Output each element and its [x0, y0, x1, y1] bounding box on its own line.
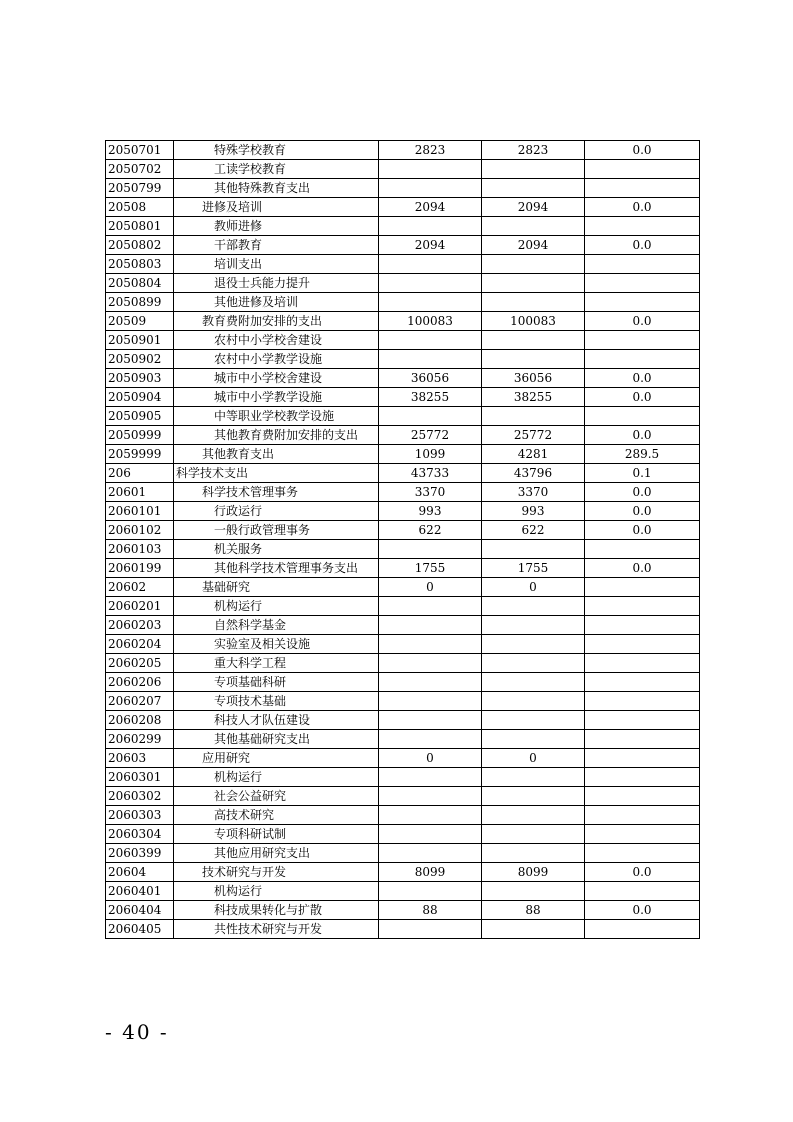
name-cell: 机关服务	[174, 540, 379, 559]
value-cell-3: 0.0	[585, 901, 700, 920]
name-cell: 其他教育费附加安排的支出	[174, 426, 379, 445]
value-cell-3	[585, 274, 700, 293]
code-cell: 2050903	[106, 369, 174, 388]
table-row	[106, 255, 700, 274]
name-cell: 技术研究与开发	[174, 863, 379, 882]
table-row	[106, 768, 700, 787]
name-cell: 干部教育	[174, 236, 379, 255]
name-cell: 应用研究	[174, 749, 379, 768]
code-cell: 2060103	[106, 540, 174, 559]
value-cell-3	[585, 407, 700, 426]
table-body	[106, 141, 700, 939]
code-cell: 2059999	[106, 445, 174, 464]
value-cell-3: 0.0	[585, 863, 700, 882]
table-row	[106, 635, 700, 654]
code-cell: 2060205	[106, 654, 174, 673]
name-cell: 一般行政管理事务	[174, 521, 379, 540]
value-cell-2: 25772	[482, 426, 585, 445]
value-cell-3	[585, 350, 700, 369]
value-cell-1	[379, 597, 482, 616]
name-cell: 机构运行	[174, 597, 379, 616]
table-row	[106, 274, 700, 293]
table-row	[106, 806, 700, 825]
name-cell: 重大科学工程	[174, 654, 379, 673]
name-cell: 其他基础研究支出	[174, 730, 379, 749]
table-row	[106, 673, 700, 692]
value-cell-1: 36056	[379, 369, 482, 388]
value-cell-1: 1755	[379, 559, 482, 578]
name-cell: 培训支出	[174, 255, 379, 274]
value-cell-3	[585, 692, 700, 711]
value-cell-3: 0.0	[585, 369, 700, 388]
table-row	[106, 901, 700, 920]
value-cell-3: 0.0	[585, 426, 700, 445]
value-cell-1: 8099	[379, 863, 482, 882]
code-cell: 2060401	[106, 882, 174, 901]
value-cell-2: 36056	[482, 369, 585, 388]
table-row	[106, 597, 700, 616]
value-cell-1	[379, 331, 482, 350]
value-cell-1: 2823	[379, 141, 482, 160]
name-cell: 机构运行	[174, 768, 379, 787]
code-cell: 2060199	[106, 559, 174, 578]
page-number: - 40 -	[105, 1020, 169, 1044]
value-cell-2	[482, 787, 585, 806]
name-cell: 进修及培训	[174, 198, 379, 217]
table-row	[106, 540, 700, 559]
code-cell: 2060303	[106, 806, 174, 825]
code-cell: 206	[106, 464, 174, 483]
value-cell-1	[379, 160, 482, 179]
value-cell-2: 0	[482, 578, 585, 597]
table-row	[106, 559, 700, 578]
value-cell-2	[482, 825, 585, 844]
code-cell: 2050905	[106, 407, 174, 426]
code-cell: 20601	[106, 483, 174, 502]
value-cell-1: 3370	[379, 483, 482, 502]
code-cell: 2060201	[106, 597, 174, 616]
value-cell-2	[482, 654, 585, 673]
table-row	[106, 920, 700, 939]
value-cell-3	[585, 825, 700, 844]
value-cell-2	[482, 806, 585, 825]
name-cell: 中等职业学校教学设施	[174, 407, 379, 426]
code-cell: 2050701	[106, 141, 174, 160]
value-cell-1	[379, 768, 482, 787]
code-cell: 20603	[106, 749, 174, 768]
name-cell: 机构运行	[174, 882, 379, 901]
value-cell-3	[585, 806, 700, 825]
value-cell-1	[379, 616, 482, 635]
value-cell-1: 43733	[379, 464, 482, 483]
name-cell: 特殊学校教育	[174, 141, 379, 160]
value-cell-3: 0.1	[585, 464, 700, 483]
value-cell-1	[379, 787, 482, 806]
value-cell-2: 0	[482, 749, 585, 768]
value-cell-3	[585, 597, 700, 616]
table-row	[106, 407, 700, 426]
code-cell: 20602	[106, 578, 174, 597]
code-cell: 2060301	[106, 768, 174, 787]
value-cell-1	[379, 635, 482, 654]
code-cell: 20509	[106, 312, 174, 331]
name-cell: 其他特殊教育支出	[174, 179, 379, 198]
value-cell-2: 2094	[482, 236, 585, 255]
value-cell-2: 100083	[482, 312, 585, 331]
name-cell: 其他应用研究支出	[174, 844, 379, 863]
table-row	[106, 198, 700, 217]
value-cell-2: 43796	[482, 464, 585, 483]
code-cell: 20508	[106, 198, 174, 217]
value-cell-1: 38255	[379, 388, 482, 407]
value-cell-3	[585, 787, 700, 806]
value-cell-1	[379, 293, 482, 312]
name-cell: 科学技术支出	[174, 464, 379, 483]
name-cell: 其他教育支出	[174, 445, 379, 464]
table-row	[106, 236, 700, 255]
value-cell-2	[482, 673, 585, 692]
value-cell-2	[482, 179, 585, 198]
value-cell-3: 289.5	[585, 445, 700, 464]
value-cell-2: 38255	[482, 388, 585, 407]
table-row	[106, 483, 700, 502]
table-row	[106, 521, 700, 540]
value-cell-1: 0	[379, 578, 482, 597]
value-cell-3	[585, 578, 700, 597]
value-cell-1: 1099	[379, 445, 482, 464]
table-row	[106, 863, 700, 882]
value-cell-2	[482, 331, 585, 350]
table-row	[106, 654, 700, 673]
name-cell: 实验室及相关设施	[174, 635, 379, 654]
value-cell-2: 8099	[482, 863, 585, 882]
value-cell-3	[585, 160, 700, 179]
table-row	[106, 711, 700, 730]
code-cell: 2060304	[106, 825, 174, 844]
table-row	[106, 882, 700, 901]
code-cell: 2060206	[106, 673, 174, 692]
table-row	[106, 464, 700, 483]
value-cell-3	[585, 882, 700, 901]
name-cell: 科技成果转化与扩散	[174, 901, 379, 920]
value-cell-1: 88	[379, 901, 482, 920]
value-cell-1	[379, 654, 482, 673]
code-cell: 2060404	[106, 901, 174, 920]
table-row	[106, 217, 700, 236]
value-cell-1	[379, 274, 482, 293]
value-cell-1	[379, 844, 482, 863]
code-cell: 2050804	[106, 274, 174, 293]
value-cell-2: 4281	[482, 445, 585, 464]
code-cell: 2060399	[106, 844, 174, 863]
value-cell-3	[585, 540, 700, 559]
code-cell: 2050902	[106, 350, 174, 369]
value-cell-3	[585, 749, 700, 768]
name-cell: 专项科研试制	[174, 825, 379, 844]
value-cell-2	[482, 844, 585, 863]
value-cell-2	[482, 293, 585, 312]
code-cell: 2060207	[106, 692, 174, 711]
name-cell: 专项技术基础	[174, 692, 379, 711]
value-cell-2	[482, 597, 585, 616]
code-cell: 2050702	[106, 160, 174, 179]
value-cell-1: 0	[379, 749, 482, 768]
value-cell-1	[379, 673, 482, 692]
code-cell: 20604	[106, 863, 174, 882]
table-row	[106, 388, 700, 407]
value-cell-3	[585, 673, 700, 692]
value-cell-2: 88	[482, 901, 585, 920]
value-cell-2	[482, 711, 585, 730]
value-cell-3: 0.0	[585, 521, 700, 540]
value-cell-1	[379, 920, 482, 939]
value-cell-3: 0.0	[585, 559, 700, 578]
code-cell: 2060203	[106, 616, 174, 635]
table-row	[106, 844, 700, 863]
name-cell: 退役士兵能力提升	[174, 274, 379, 293]
value-cell-3: 0.0	[585, 312, 700, 331]
budget-table	[105, 140, 700, 939]
value-cell-1	[379, 350, 482, 369]
value-cell-2	[482, 920, 585, 939]
table-row	[106, 141, 700, 160]
value-cell-1	[379, 692, 482, 711]
code-cell: 2060204	[106, 635, 174, 654]
code-cell: 2060302	[106, 787, 174, 806]
value-cell-1	[379, 806, 482, 825]
name-cell: 社会公益研究	[174, 787, 379, 806]
value-cell-1	[379, 407, 482, 426]
name-cell: 基础研究	[174, 578, 379, 597]
value-cell-2	[482, 635, 585, 654]
value-cell-2	[482, 768, 585, 787]
value-cell-2	[482, 540, 585, 559]
table-row	[106, 160, 700, 179]
value-cell-3: 0.0	[585, 502, 700, 521]
code-cell: 2060299	[106, 730, 174, 749]
value-cell-3	[585, 635, 700, 654]
table-row	[106, 502, 700, 521]
code-cell: 2050801	[106, 217, 174, 236]
value-cell-1: 25772	[379, 426, 482, 445]
value-cell-3: 0.0	[585, 236, 700, 255]
table-row	[106, 293, 700, 312]
value-cell-2: 2823	[482, 141, 585, 160]
value-cell-3	[585, 217, 700, 236]
code-cell: 2060102	[106, 521, 174, 540]
value-cell-3	[585, 255, 700, 274]
value-cell-1	[379, 825, 482, 844]
name-cell: 科学技术管理事务	[174, 483, 379, 502]
table-row	[106, 312, 700, 331]
value-cell-1	[379, 255, 482, 274]
code-cell: 2050899	[106, 293, 174, 312]
code-cell: 2050802	[106, 236, 174, 255]
value-cell-2	[482, 692, 585, 711]
value-cell-1: 622	[379, 521, 482, 540]
table-row	[106, 445, 700, 464]
value-cell-3	[585, 331, 700, 350]
value-cell-2	[482, 217, 585, 236]
value-cell-1	[379, 540, 482, 559]
value-cell-1: 993	[379, 502, 482, 521]
table-row	[106, 369, 700, 388]
value-cell-2	[482, 350, 585, 369]
value-cell-3	[585, 616, 700, 635]
name-cell: 共性技术研究与开发	[174, 920, 379, 939]
value-cell-3	[585, 920, 700, 939]
value-cell-1: 2094	[379, 198, 482, 217]
value-cell-2	[482, 407, 585, 426]
value-cell-1: 100083	[379, 312, 482, 331]
table-row	[106, 692, 700, 711]
value-cell-2: 3370	[482, 483, 585, 502]
value-cell-3: 0.0	[585, 141, 700, 160]
value-cell-1	[379, 217, 482, 236]
value-cell-1	[379, 882, 482, 901]
name-cell: 教育费附加安排的支出	[174, 312, 379, 331]
value-cell-2: 622	[482, 521, 585, 540]
name-cell: 城市中小学教学设施	[174, 388, 379, 407]
value-cell-3	[585, 711, 700, 730]
name-cell: 其他进修及培训	[174, 293, 379, 312]
name-cell: 高技术研究	[174, 806, 379, 825]
name-cell: 专项基础科研	[174, 673, 379, 692]
code-cell: 2060208	[106, 711, 174, 730]
code-cell: 2060405	[106, 920, 174, 939]
value-cell-2	[482, 274, 585, 293]
name-cell: 自然科学基金	[174, 616, 379, 635]
value-cell-3	[585, 654, 700, 673]
value-cell-1: 2094	[379, 236, 482, 255]
table-row	[106, 749, 700, 768]
value-cell-1	[379, 711, 482, 730]
code-cell: 2060101	[106, 502, 174, 521]
value-cell-2	[482, 160, 585, 179]
code-cell: 2050901	[106, 331, 174, 350]
name-cell: 工读学校教育	[174, 160, 379, 179]
value-cell-1	[379, 730, 482, 749]
name-cell: 其他科学技术管理事务支出	[174, 559, 379, 578]
value-cell-3	[585, 768, 700, 787]
value-cell-3: 0.0	[585, 483, 700, 502]
value-cell-1	[379, 179, 482, 198]
code-cell: 2050904	[106, 388, 174, 407]
table-row	[106, 787, 700, 806]
value-cell-3: 0.0	[585, 198, 700, 217]
table-row	[106, 578, 700, 597]
value-cell-2	[482, 616, 585, 635]
table-row	[106, 179, 700, 198]
table-row	[106, 825, 700, 844]
table-row	[106, 350, 700, 369]
value-cell-2	[482, 730, 585, 749]
value-cell-2	[482, 882, 585, 901]
value-cell-3	[585, 293, 700, 312]
code-cell: 2050999	[106, 426, 174, 445]
table-row	[106, 331, 700, 350]
value-cell-3	[585, 179, 700, 198]
value-cell-3: 0.0	[585, 388, 700, 407]
value-cell-2	[482, 255, 585, 274]
code-cell: 2050803	[106, 255, 174, 274]
table-row	[106, 616, 700, 635]
value-cell-3	[585, 730, 700, 749]
value-cell-3	[585, 844, 700, 863]
value-cell-2: 2094	[482, 198, 585, 217]
value-cell-2: 1755	[482, 559, 585, 578]
value-cell-2: 993	[482, 502, 585, 521]
name-cell: 城市中小学校舍建设	[174, 369, 379, 388]
table-row	[106, 426, 700, 445]
name-cell: 科技人才队伍建设	[174, 711, 379, 730]
code-cell: 2050799	[106, 179, 174, 198]
table-row	[106, 730, 700, 749]
name-cell: 农村中小学教学设施	[174, 350, 379, 369]
name-cell: 行政运行	[174, 502, 379, 521]
name-cell: 农村中小学校舍建设	[174, 331, 379, 350]
name-cell: 教师进修	[174, 217, 379, 236]
